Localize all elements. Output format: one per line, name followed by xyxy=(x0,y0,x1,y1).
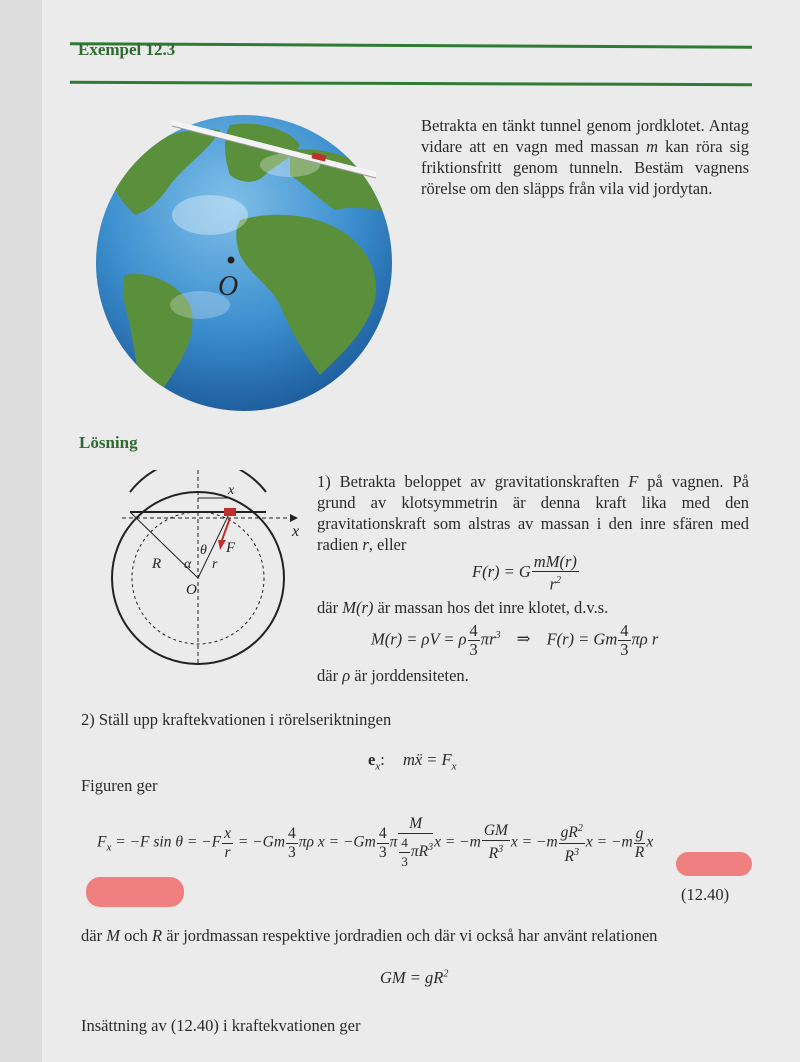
eq4-f5-num: GM xyxy=(483,822,508,840)
diagram-label-x-axis: x xyxy=(292,523,300,540)
intro-text-end: kan röra sig friktionsfritt genom tunneln. Bestäm vagnens rörelse om den släpps från vila vid jordytan. xyxy=(421,137,749,198)
final-line: Insättning av (12.40) i kraftekvationen ger xyxy=(81,1016,361,1035)
eq4-f7-num: g xyxy=(635,824,644,842)
eq2-frac1-den: 3 xyxy=(469,640,478,659)
eq3-rhs: mẍ = F xyxy=(402,750,452,769)
equation-gm xyxy=(380,968,448,988)
rho-symbol: ρ xyxy=(342,666,351,685)
eq2-d: πρ r xyxy=(631,629,659,649)
eq4-f6-den: R xyxy=(564,847,575,865)
eq3-rhs-sub: x xyxy=(451,760,457,773)
eq4-f1-den: r xyxy=(224,843,231,861)
equation-fx-chain xyxy=(97,815,653,871)
eq4-t5: π xyxy=(389,833,398,851)
mass-text xyxy=(317,598,608,618)
eq4-t4: πρ x = −Gm xyxy=(298,833,376,851)
equation-force-r xyxy=(472,553,580,594)
diagram-label-r: r xyxy=(212,557,218,572)
eq4-f6-den-exp: 3 xyxy=(574,846,580,858)
eq4-f5-den-exp: 3 xyxy=(498,844,504,856)
mass-text-post: är massan hos det inre klotet, d.v.s. xyxy=(373,598,609,617)
mass-text-pre: där xyxy=(317,598,343,617)
eq4-f3-den: 3 xyxy=(378,843,387,861)
eq4-f4-num: M xyxy=(398,815,433,834)
eq3-colon: : xyxy=(380,750,385,769)
rho-text-post: är jorddensiteten. xyxy=(350,666,469,685)
diagram-label-x-top: x xyxy=(228,483,235,498)
step1-text-a: 1) Betrakta beloppet av gravitationskraften xyxy=(317,472,629,491)
relation-text xyxy=(81,926,657,946)
eq4-t2: = −F sin θ = −F xyxy=(111,833,222,851)
relation-text-a: där xyxy=(81,926,107,945)
eq4-f6-num: gR xyxy=(560,824,578,842)
eq4-f4-den-tail: πR xyxy=(410,843,429,861)
example-title: Exempel 12.3 xyxy=(78,40,176,59)
eq2-b-exp: 3 xyxy=(495,629,501,641)
rho-text xyxy=(317,666,469,686)
eq4-f4-den-num: 4 xyxy=(399,834,410,853)
relation-text-b: och xyxy=(119,926,153,945)
eq2-arrow: ⇒ xyxy=(516,629,531,649)
equation-motion xyxy=(368,750,457,772)
eq1-den-exp: 2 xyxy=(556,575,562,586)
relation-M: M xyxy=(106,926,120,945)
redaction-mark-left xyxy=(86,877,184,907)
globe-center-label: O xyxy=(218,271,239,302)
eq4-f7-den: R xyxy=(634,843,645,861)
eq4-t7: x = −m xyxy=(510,833,558,851)
eq2-a: M(r) = ρV = ρ xyxy=(371,629,467,649)
eq3-unit-sub: x xyxy=(375,760,381,773)
eq2-frac2-den: 3 xyxy=(620,640,629,659)
step2-text: 2) Ställ upp kraftekvationen i rörelseriktningen xyxy=(81,710,392,729)
relation-text-c: är jordmassan respektive jordradien och där vi också har använt relationen xyxy=(162,926,658,945)
step1-F: F xyxy=(628,472,639,491)
eq4-f2-den: 3 xyxy=(288,843,296,861)
eq5-text: GM = gR xyxy=(380,968,444,987)
eq3-unit-vector: e xyxy=(368,750,376,769)
eq4-f2-num: 4 xyxy=(288,824,296,842)
step1-r: r xyxy=(362,535,369,554)
step1-text-c: , eller xyxy=(368,535,407,554)
eq1-lhs: F(r) = G xyxy=(472,562,531,582)
globe-illustration xyxy=(90,105,410,415)
eq4-f5-den: R xyxy=(488,845,499,863)
diagram-label-alpha: α xyxy=(184,557,192,572)
relation-R: R xyxy=(152,926,163,945)
step1-paragraph xyxy=(317,471,749,555)
eq4-f4-den-den: 3 xyxy=(401,854,408,869)
equation-number: (12.40) xyxy=(681,885,730,904)
step1-text-b: på vagnen. På grund av klotsymmetrin är denna kraft lika med den gravitationskraft som alstras av massan i den inre sfären med radien xyxy=(317,472,749,554)
eq2-frac1-num: 4 xyxy=(469,621,478,640)
diagram-label-F: F xyxy=(226,540,236,556)
intro-m: m xyxy=(646,137,658,156)
eq4-F-sub: x xyxy=(106,841,112,854)
eq4-t6: x = −m xyxy=(434,833,481,851)
eq2-frac2-num: 4 xyxy=(620,621,629,640)
rho-text-pre: där xyxy=(317,666,343,685)
eq1-denominator: r xyxy=(549,574,557,594)
eq5-exp: 2 xyxy=(443,968,449,980)
eq2-c: F(r) = Gm xyxy=(546,629,618,649)
redaction-mark-right xyxy=(676,852,752,876)
solution-heading: Lösning xyxy=(79,433,138,452)
eq4-f3-num: 4 xyxy=(378,824,387,842)
intro-text-start: Betrakta en tänkt tunnel genom jordklotet. Antag vidare att en vagn med massan xyxy=(421,116,749,156)
diagram-label-theta: θ xyxy=(200,543,207,558)
diagram-label-R: R xyxy=(152,556,162,572)
eq4-t3: = −Gm xyxy=(233,833,286,851)
eq4-f1-num: x xyxy=(224,824,231,842)
equation-mass xyxy=(371,622,658,659)
eq4-f6-num-exp: 2 xyxy=(577,823,583,835)
diagram-label-O: O xyxy=(186,582,197,598)
intro-paragraph xyxy=(421,115,749,199)
figuren-ger-text: Figuren ger xyxy=(81,776,158,795)
eq4-t9: x xyxy=(646,833,654,851)
eq1-numerator: mM(r) xyxy=(533,552,577,571)
eq2-b: πr xyxy=(480,629,496,649)
tunnel-diagram xyxy=(100,470,320,680)
eq4-F: F xyxy=(97,833,107,851)
mass-text-M: M(r) xyxy=(342,598,374,617)
eq4-f4-den-exp: 3 xyxy=(428,841,434,853)
eq4-t8: x = −m xyxy=(585,833,633,851)
